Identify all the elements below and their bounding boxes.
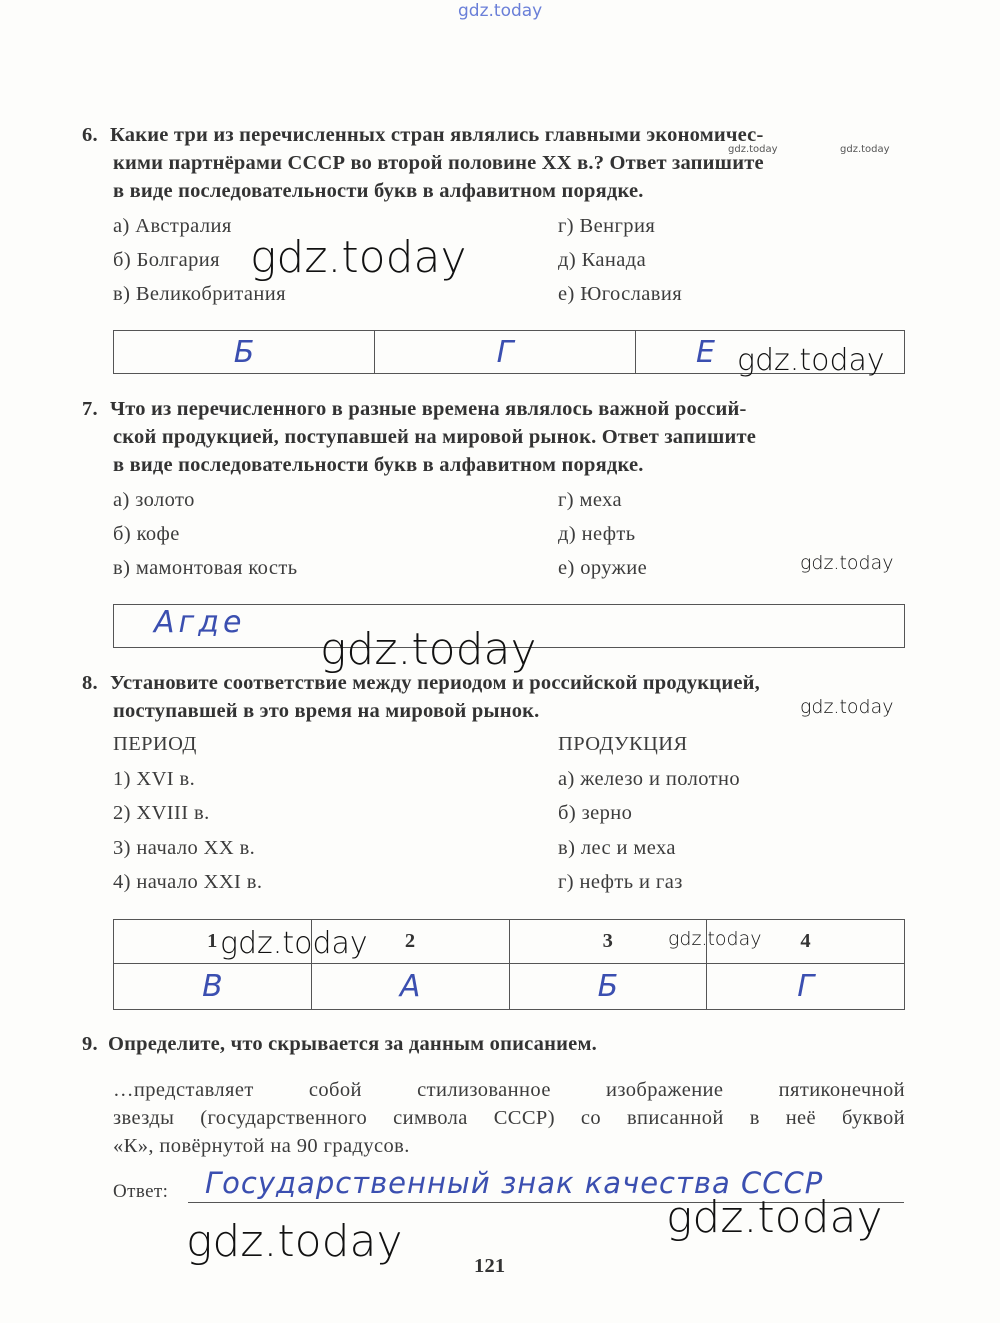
q6-line: в виде последовательности букв в алфавитном порядке. xyxy=(113,180,644,202)
q6-option: в) Великобритания xyxy=(113,283,286,305)
q6-line: Какие три из перечисленных стран являлись главными экономичес- xyxy=(110,124,764,146)
period-item: 1) XVI в. xyxy=(113,768,196,790)
q6-line: кими партнёрами СССР во второй половине XX в.? Ответ запишите xyxy=(113,152,764,174)
q7-line: ской продукцией, поступавшей на мировой рынок. Ответ запишите xyxy=(113,426,757,448)
q7-number: 7. xyxy=(82,398,98,420)
period-item: 4) начало XXI в. xyxy=(113,871,263,893)
q6-option: г) Венгрия xyxy=(558,215,656,237)
q7-option: в) мамонтовая кость xyxy=(113,557,298,579)
watermark: gdz.today xyxy=(737,343,885,378)
period-item: 3) начало XX в. xyxy=(113,837,256,859)
q8-col-header: 4 xyxy=(707,920,905,964)
watermark: gdz.today xyxy=(250,232,467,283)
q6-option: д) Канада xyxy=(558,249,647,271)
q8-answer-cell[interactable]: А xyxy=(311,964,509,1010)
q7-answer: Агде xyxy=(154,605,246,640)
product-item: в) лес и меха xyxy=(558,837,676,859)
q7-line: Что из перечисленного в разные времена являлось важной россий- xyxy=(110,398,747,420)
watermark: gdz.today xyxy=(666,1192,883,1243)
q7-option: е) оружие xyxy=(558,557,648,579)
q9-paragraph-line: звезды (государственного символа СССР) со вписанной в неё буквой xyxy=(113,1107,905,1129)
small-watermark: gdz.today xyxy=(728,144,778,155)
q6-answer-cell[interactable]: Б xyxy=(114,331,375,374)
q7-option: б) кофе xyxy=(113,523,180,545)
q8-answer-cell[interactable]: Г xyxy=(707,964,905,1010)
q9-paragraph-line: …представляет собой стилизованное изображение пятиконечной xyxy=(113,1079,905,1101)
q9-title: Определите, что скрывается за данным описанием. xyxy=(108,1033,597,1055)
product-item: а) железо и полотно xyxy=(558,768,741,790)
q8-answer-cell[interactable]: Б xyxy=(509,964,707,1010)
header-watermark: gdz.today xyxy=(458,1,543,21)
q6-answer-cell[interactable]: Е xyxy=(636,331,905,374)
q6-option: а) Австралия xyxy=(113,215,232,237)
period-item: 2) XVIII в. xyxy=(113,802,210,824)
q6-number: 6. xyxy=(82,124,98,146)
q6-option: б) Болгария xyxy=(113,249,220,271)
q7-option: а) золото xyxy=(113,489,195,511)
period-header: ПЕРИОД xyxy=(113,733,197,755)
q8-line: поступавшей в это время на мировой рынок. xyxy=(113,700,540,722)
q6-answer-cell[interactable]: Г xyxy=(375,331,636,374)
watermark: gdz.today xyxy=(668,928,762,950)
q8-number: 8. xyxy=(82,672,98,694)
watermark: gdz.today xyxy=(800,696,894,718)
watermark: gdz.today xyxy=(220,926,368,961)
product-item: г) нефть и газ xyxy=(558,871,683,893)
q8-line: Установите соответствие между периодом и российской продукцией, xyxy=(110,672,760,694)
q7-option: д) нефть xyxy=(558,523,636,545)
answer-label: Ответ: xyxy=(113,1181,169,1202)
q8-answer-cell[interactable]: В xyxy=(114,964,312,1010)
watermark: gdz.today xyxy=(186,1216,403,1267)
page-number: 121 xyxy=(474,1255,506,1277)
q6-option: е) Югославия xyxy=(558,283,683,305)
watermark: gdz.today xyxy=(800,552,894,574)
q8-col-header: 1 xyxy=(114,920,312,964)
q8-col-header: 2 xyxy=(311,920,509,964)
q8-col-header: 3 xyxy=(509,920,707,964)
watermark: gdz.today xyxy=(320,624,537,675)
small-watermark: gdz.today xyxy=(840,144,890,155)
q9-paragraph-line: «К», повёрнутой на 90 градусов. xyxy=(113,1135,410,1157)
product-header: ПРОДУКЦИЯ xyxy=(558,733,688,755)
q7-option: г) меха xyxy=(558,489,623,511)
q7-line: в виде последовательности букв в алфавитном порядке. xyxy=(113,454,644,476)
q9-number: 9. xyxy=(82,1033,98,1055)
product-item: б) зерно xyxy=(558,802,633,824)
q9-answer: Государственный знак качества СССР xyxy=(205,1166,824,1200)
